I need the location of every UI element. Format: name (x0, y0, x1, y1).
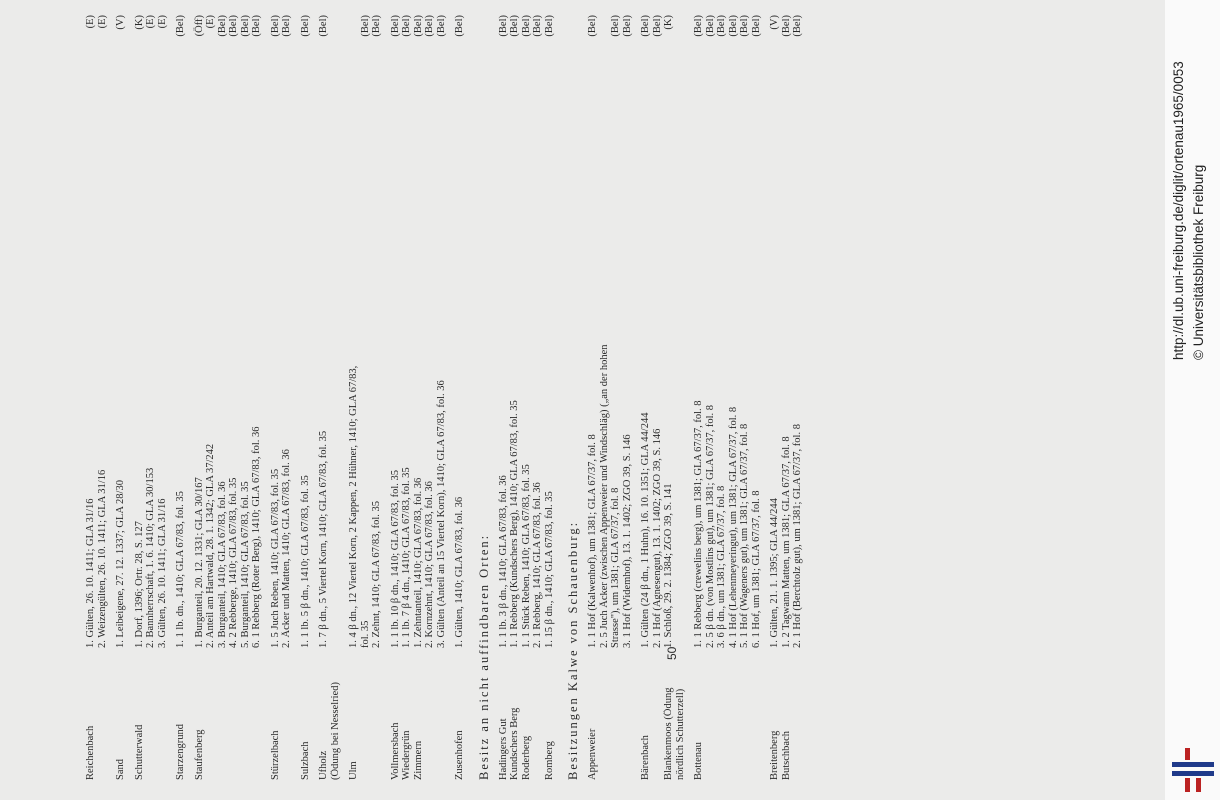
entry-cell: 2. 1 Hof (Berchtolz gut), um 1381; GLA 67/37, fol. 8 (792, 424, 803, 648)
entry-cell: 1. 1 lb. 3 β dn., 1410; GLA 67/83, fol. 36 (497, 475, 509, 648)
location-cell (728, 648, 740, 780)
table-row (85, 15, 97, 780)
table-row (532, 15, 544, 780)
table-row (175, 15, 187, 780)
entry-cell: 5. 1 Hof (Wageners gut), um 1381; GLA 67/37, fol. 8 (739, 423, 750, 648)
table-row (622, 15, 634, 780)
table-row (217, 15, 229, 780)
category-tag: (Bel) (520, 15, 532, 37)
table-row (498, 15, 510, 780)
location-cell: Sand (115, 759, 126, 780)
category-tag: (Bel) (750, 15, 762, 37)
location-cell (532, 648, 544, 780)
category-tag: (Bel) (610, 15, 621, 37)
table-row (436, 15, 448, 780)
location-cell: Blankenmoos (Ödung (663, 687, 674, 780)
entry-cell: 4. 1 Hof (Lehenmeyeringut), um 1381; GLA 67/37, fol. 8 (727, 406, 739, 648)
category-tag: (E) (205, 15, 216, 29)
category-tag: (K) (663, 15, 674, 30)
entry-cell: 1. 1 lb. 5 β dn., 1410; GLA 67/83, fol. 35 (299, 475, 311, 648)
entry-cell: 1. 1 Stück Reben, 1410; GLA 67/83, fol. 35 (520, 464, 532, 648)
category-tag: (Bel) (532, 15, 543, 37)
location-cell (360, 648, 372, 780)
table-row (371, 15, 383, 780)
location-cell: Staufenberg (193, 729, 205, 780)
category-tag: (Bel) (281, 15, 292, 37)
category-tag: (Bel) (497, 15, 509, 37)
location-cell (145, 648, 157, 780)
entry-cell: 3. 6 β dn., um 1381; GLA 67/37, fol. 8 (716, 485, 727, 648)
entry-cell: 2. 5 β dn. (von Mostlins gut), um 1381; GLA 67/37, fol. 8 (704, 404, 716, 648)
entry-cell (330, 76, 342, 648)
category-tag: (Bel) (543, 15, 555, 37)
entry-cell: 3. Gülten, 26. 10. 1411; GLA 31/16 (156, 498, 168, 648)
sidebar-rotated (1165, 0, 1220, 800)
entry-cell: 2. Anteil am Hartwald, 28. 1. 1342; GLA 37/242 (205, 443, 216, 648)
entry-cell: 3. 1 Hof (Widemhof), 13. 1. 1402; ZGO 39, S. 146 (621, 434, 633, 648)
location-cell (652, 648, 664, 780)
category-tag: (Bel) (739, 15, 750, 37)
table-row (587, 15, 599, 780)
location-cell: Wiedergrün (401, 730, 412, 780)
table-row (270, 15, 282, 780)
location-cell (436, 648, 448, 780)
category-tag: (Öff) (193, 15, 205, 37)
table-row (705, 15, 717, 780)
entry-cell: 2. Äcker und Matten, 1410; GLA 67/83, fol. 36 (281, 449, 292, 648)
table-row (134, 15, 146, 780)
location-cell: Reichenbach (85, 725, 96, 780)
category-tag: (Bel) (175, 15, 186, 37)
table-row (663, 15, 675, 780)
category-tag: (Bel) (693, 15, 704, 37)
location-cell: Bärenbach (640, 735, 651, 780)
category-tag: (E) (145, 15, 156, 29)
category-tag: (Bel) (509, 15, 520, 37)
entry-cell: 1. Gülten (24 β dn., 1 Huhn), 16. 10. 1351; GLA 44/244 (640, 412, 651, 648)
category-tag: (K) (133, 15, 145, 30)
category-tag (675, 15, 687, 76)
location-cell (157, 648, 169, 780)
entry-cell: 1. 5 Juch Reben, 1410; GLA 67/83, fol. 35 (269, 468, 281, 648)
table-row (330, 15, 342, 780)
entry-cell: 1. Gülten, 1410; GLA 67/83, fol. 36 (454, 496, 465, 648)
entry-cell: 6. 1 Rebberg (Roter Berg), 1410; GLA 67/83, fol. 36 (251, 426, 262, 648)
entry-block (85, 15, 108, 780)
entry-block (300, 15, 312, 780)
entry-cell: 1. Schloß, 29. 2. 1384; ZGO 39, S. 141 (663, 483, 674, 648)
table-row (792, 15, 804, 780)
table-row (739, 15, 751, 780)
copyright-notice: © Universitätsbibliothek Freiburg (1191, 164, 1206, 360)
category-tag: (E) (96, 15, 108, 29)
table-row (751, 15, 763, 780)
category-tag: (Bel) (780, 15, 792, 37)
category-tag (348, 15, 360, 76)
table-row (693, 15, 705, 780)
entry-cell: 2. 1 Rebberg, 1410; GLA 67/83, fol. 36 (532, 482, 543, 648)
table-row (652, 15, 664, 780)
table-row (318, 15, 330, 780)
table-row (360, 15, 372, 780)
location-cell (228, 648, 240, 780)
category-tag: (Bel) (454, 15, 465, 37)
table-row (424, 15, 436, 780)
category-tag (599, 15, 611, 76)
entry-block (640, 15, 686, 780)
table-row (240, 15, 252, 780)
category-tag: (Bel) (792, 15, 803, 37)
category-tag: (Bel) (716, 15, 727, 37)
entry-cell: 1. 1 Rebberg (Kundschers Berg), 1410; GLA 67/83, fol. 35 (509, 400, 520, 648)
library-sidebar (1165, 0, 1220, 800)
table-row (509, 15, 521, 780)
location-cell: Zimmern (412, 740, 424, 780)
table-row (157, 15, 169, 780)
table-row (413, 15, 425, 780)
entry-cell: 5. Burganteil, 1410; GLA 67/83, fol. 35 (239, 481, 251, 648)
entry-cell: 2. 1 Hof (Agnesengut), 13. 1. 1402; ZGO 39, S. 146 (651, 428, 663, 648)
table-row (544, 15, 556, 780)
entry-cell: 1. 1 lb. 10 β dn., 1410; GLA 67/83, fol. 35 (389, 469, 401, 648)
entry-block (769, 15, 804, 780)
category-tag: (V) (115, 15, 126, 30)
entry-cell (675, 76, 687, 648)
entry-cell: fol. 35 (359, 620, 371, 648)
entry-cell: 1. 2 Tagwann Matten, um 1381; GLA 67/37, fol. 8 (780, 436, 792, 648)
table-row (281, 15, 293, 780)
entry-block (390, 15, 448, 780)
table-row (640, 15, 652, 780)
location-cell (251, 648, 263, 780)
entry-block (587, 15, 633, 780)
register-table (85, 15, 811, 780)
entry-cell: 1. Leibeigene, 27. 12. 1337; GLA 28/30 (115, 480, 126, 648)
table-row (454, 15, 466, 780)
entry-cell: 1. Zehntanteil, 1410; GLA 67/83, fol. 36 (412, 477, 424, 648)
location-cell: Vollmersbach (389, 722, 401, 780)
category-tag: (Bel) (216, 15, 228, 37)
location-cell: Starzengrund (175, 724, 186, 780)
table-row (716, 15, 728, 780)
category-tag: (Bel) (621, 15, 633, 37)
category-tag: (Bel) (704, 15, 716, 37)
entry-cell: 1. 7 β dn., 5 Viertel Korn, 1410; GLA 67/83, fol. 35 (318, 430, 329, 648)
table-row (675, 15, 687, 780)
location-cell (371, 648, 383, 780)
entry-cell: 6. 1 Hof, um 1381; GLA 67/37, fol. 8 (750, 490, 762, 648)
location-cell: Zusenhofen (454, 730, 465, 780)
location-cell: Hadingers Gut (497, 718, 509, 780)
location-cell: Sulzbach (299, 741, 311, 780)
location-cell (716, 648, 728, 780)
source-url-link[interactable]: http://dl.ub.uni-freiburg.de/diglit/ortenau1965/0053 (1171, 61, 1186, 360)
section-heading: Besitzungen Kalwe von Schauenburg: (566, 520, 580, 780)
entry-cell: 1. Burganteil, 20. 12. 1331; GLA 30/167 (193, 477, 205, 648)
category-tag: (Bel) (727, 15, 739, 37)
table-row (521, 15, 533, 780)
location-cell (217, 648, 229, 780)
location-cell: Appenweier (587, 728, 598, 780)
table-row (769, 15, 781, 780)
entry-cell: 2. 5 Juch Äcker (zwischen Appenweier und Windschläg) („an der hohen (598, 344, 610, 648)
category-tag: (V) (769, 15, 780, 30)
location-cell: nördlich Schutterzell) (674, 688, 686, 780)
location-cell: Stürzelbach (269, 730, 281, 780)
location-cell (240, 648, 252, 780)
entry-cell: 3. Gülten (Anteil an 15 Viertel Korn), 1410; GLA 67/83, fol. 36 (435, 380, 447, 648)
table-row (251, 15, 263, 780)
category-tag: (Bel) (651, 15, 663, 37)
table-row (300, 15, 312, 780)
entry-cell: 1. 1 lb. dn., 1410; GLA 67/83, fol. 35 (175, 491, 186, 648)
entry-block (134, 15, 169, 780)
location-cell: Ulm (348, 761, 359, 780)
table-row (599, 15, 611, 780)
table-row (205, 15, 217, 780)
category-tag: (Bel) (389, 15, 401, 37)
location-cell: (Ödung bei Nesselried) (329, 682, 341, 780)
location-cell: Butschbach (780, 731, 792, 780)
location-cell (599, 648, 611, 780)
page-number: 50 (665, 646, 679, 660)
table-row (401, 15, 413, 780)
table-row (145, 15, 157, 780)
location-cell: Roderberg (520, 735, 532, 780)
category-tag: (E) (156, 15, 168, 29)
entry-cell: 2. Bannherrschaft, 1. 6. 1410; GLA 30/153 (145, 467, 156, 648)
category-tag: (Bel) (359, 15, 371, 37)
entry-block (175, 15, 187, 780)
category-tag: (Bel) (251, 15, 262, 37)
entry-cell: 2. Zehnt, 1410; GLA 67/83, fol. 35 (371, 501, 382, 648)
category-tag: (Bel) (371, 15, 382, 37)
table-row (115, 15, 127, 780)
location-cell: Romberg (543, 741, 555, 780)
entry-cell: 4. 2 Rebberge, 1410; GLA 67/83, fol. 35 (228, 477, 239, 648)
table-row (348, 15, 360, 780)
entry-cell: 1. 4 β dn., 12 Viertel Korn, 2 Kappen, 2 Hühner, 1410; GLA 67/83, (348, 365, 359, 648)
entry-block (454, 15, 466, 780)
location-cell (97, 648, 109, 780)
table-row (781, 15, 793, 780)
entry-block (270, 15, 293, 780)
entry-cell: 1. 15 β dn., 1410; GLA 67/83, fol. 35 (543, 491, 555, 648)
location-cell (751, 648, 763, 780)
location-cell: Schutterwald (133, 724, 145, 780)
location-cell (622, 648, 634, 780)
entry-cell: 3. Burganteil, 1410; GLA 67/83, fol. 36 (216, 481, 228, 648)
entry-block (348, 15, 383, 780)
entry-cell: 1. Dorf, 1396; Ortr. 28, S. 127 (133, 521, 145, 648)
entry-block (318, 15, 341, 780)
category-tag: (Bel) (640, 15, 651, 37)
entry-block (498, 15, 556, 780)
entry-block (194, 15, 263, 780)
entry-block (115, 15, 127, 780)
location-cell: Bottenau (693, 742, 704, 780)
location-cell (424, 648, 436, 780)
location-cell: Kundschers Berg (509, 707, 520, 780)
category-tag (330, 15, 342, 76)
category-tag: (Bel) (269, 15, 281, 37)
entry-block (693, 15, 762, 780)
table-row (610, 15, 622, 780)
category-tag: (Bel) (401, 15, 412, 37)
entry-cell: 2. Kornzehnt, 1410; GLA 67/83, fol. 36 (424, 481, 435, 648)
table-row (728, 15, 740, 780)
location-cell (705, 648, 717, 780)
location-cell (205, 648, 217, 780)
location-cell (610, 648, 622, 780)
category-tag: (Bel) (239, 15, 251, 37)
location-cell (792, 648, 804, 780)
entry-cell: Strasse"), um 1381; GLA 67/37, fol. 8 (610, 487, 621, 648)
category-tag: (Bel) (318, 15, 329, 37)
location-cell: Ufholz (318, 750, 329, 780)
entry-cell: 1. 1 Hof (Kalwenhof), um 1381; GLA 67/37, fol. 8 (587, 434, 598, 648)
location-cell: Breitenberg (769, 730, 780, 780)
category-tag: (Bel) (587, 15, 598, 37)
category-tag: (Bel) (412, 15, 424, 37)
category-tag: (E) (85, 15, 96, 29)
table-row (228, 15, 240, 780)
table-row (390, 15, 402, 780)
university-logo-icon (1172, 748, 1214, 792)
category-tag: (Bel) (299, 15, 311, 37)
entry-cell: 1. 1 Rebberg (crewelins berg), um 1381; GLA 67/37, fol. 8 (693, 400, 704, 648)
location-cell (281, 648, 293, 780)
section-heading: Besitz an nicht auffindbaren Orten: (476, 533, 491, 780)
category-tag: (Bel) (435, 15, 447, 37)
entry-cell: 2. Weizengülten, 26. 10. 1411; GLA 31/16 (96, 469, 108, 648)
table-row (97, 15, 109, 780)
table-row (194, 15, 206, 780)
category-tag: (Bel) (424, 15, 435, 37)
category-tag: (Bel) (228, 15, 239, 37)
entry-cell: 1. Gülten, 26. 10. 1411; GLA 31/16 (85, 498, 96, 648)
location-cell (739, 648, 751, 780)
entry-cell: 1. 1 lb. 7 β 4 dn., 1410; GLA 67/83, fol. 35 (401, 467, 412, 648)
entry-cell: 1. Gülten, 21. 1. 1395; GLA 44/244 (769, 498, 780, 648)
